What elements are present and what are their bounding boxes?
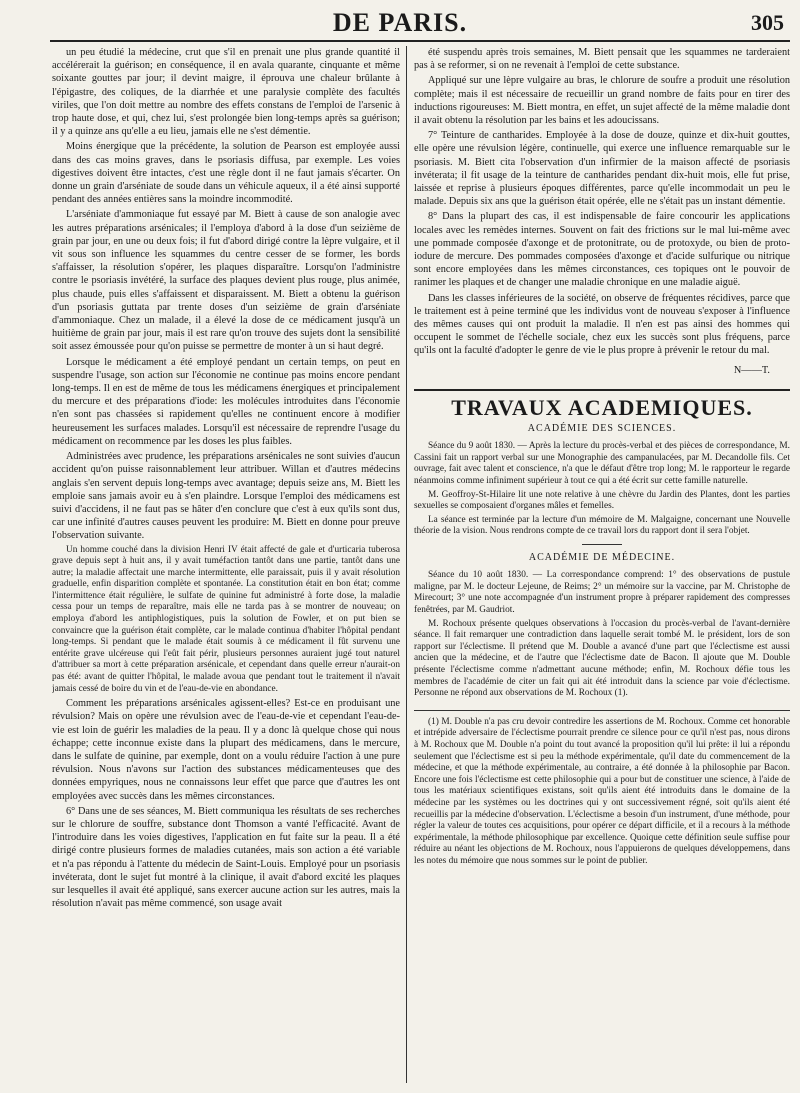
page-header — [0, 0, 800, 40]
session-report: M. Rochoux présente quelques observations à l'occasion du procès-verbal de l'avant-dernière séance. Il fait remarquer une contradiction dans laquelle serait tombé M. le président, lors de son rapport sur l'éclectisme. Il prétend que M. Double a avancé d'une part que l'éclectisme est aussi ancien que la médecine, et de l'autre que l'éclectisme date de Bacon. Il ajoute que M. Double présente l'éclectisme comme n'admettant aucune méthode; enfin, M. Rochoux défie tous les membres de l'académie de citer un fait qui ait été introduit dans la science par voie d'éclectisme. Personne ne répond aux observations de M. Rochoux (1). — [414, 618, 790, 699]
left-column — [52, 46, 400, 1085]
paragraph: L'arséniate d'ammoniaque fut essayé par M. Biett à cause de son analogie avec les autres préparations arsénicales; il l'employa d'abord à la dose d'un seizième de grain par jour, en une ou deux fois; il fut d'abord dirigé contre la lèpre vulgaire, et il vit sous son influence les squammes du centre cesser de se former, les bords s'affaisser, la résolution s'opérer, les plaques disparaître. Lorsqu'on l'administre contre le psoriasis invétéré, la surface des plaques devient plus rouge, plus animée, plus chaude, puis elles s'affaissent et disparaissent. M. Biett a obtenu la guérison d'un psoriasis guttata par trente doses d'un seizième de grain d'arséniate d'ammoniaque. Chez un malade, il a élevé la dose de ce médicament jusqu'à un huitième de grain par jour, mais il est rare qu'on trouve des sujets dont la sensibilité soit assez émoussée pour qu'on puisse se permettre de monter à un si haut degré. — [52, 209, 400, 353]
paragraph: 7° Teinture de cantharides. Employée à la dose de douze, quinze et dix-huit gouttes, elle opère une révulsion légère, continuelle, qui exerce une influence remarquable sur le psoriasis. M. Biett cita l'observation d'un infirmier de la maison affecté de psoriasis invéterata; il fit usage de la teinture de cantharides pendant dix-huit mois, elle fut prise, laissée et reprise à plusieurs époques différentes, parce qu'elle incommodait un peu le malade. Depuis six ans que la guérison était opérée, elle ne s'était pas un instant démentie. — [414, 130, 790, 208]
author-signature: N——T. — [733, 364, 770, 376]
paragraph: 6° Dans une de ses séances, M. Biett communiqua les résultats de ses recherches sur le chlorure de souffre, substance dont Thomson a vanté l'efficacité. Avant de l'introduire dans les voies digestives, l'application en fut faite sur la peau. Il a été dirigé contre plusieurs formes de maladies cutanées, mais son action a été variable et n'a pas répondu à l'attente du médecin de Saint-Louis. Employé pour un psoriasis invéterata, dont le sujet fut montré à la clinique, il avait d'abord excité les plaques sur lesquelles il avait été appliqué, sans exercer aucune action sur les autres, mais la résolution n'avait pas même commencé, son usage avait — [52, 805, 400, 910]
paragraph: 8° Dans la plupart des cas, il est indispensable de faire concourir les applications locales avec les remèdes internes. Souvent on fait des frictions sur le mal lui-même avec une pommade composée d'axonge et de protonitrate, ou de protoxyde, ou bien de proto-iodure de mercure. Des pommades composées d'axonge et d'acide sulfurique ou nitrique sont encore employées dans les mêmes circonstances, ces topiques ont le pouvoir de ranimer les plaques et de changer une maladie chronique en une maladie aiguë. — [414, 211, 790, 289]
paragraph: Lorsque le médicament a été employé pendant un certain temps, on peut en suspendre l'usage, son action sur l'économie ne continue pas moins encore pendant long-temps. Il en est de même de tous les médicamens énergiques et principalement du mercure et des préparations d'iode: les molécules introduites dans l'économie n'en sont pas chassées si rapidement qu'elles ne continuent encore à modifier heureusement les surfaces malades. Lorsqu'il est nécessaire de reprendre l'usage du médicament on recommence par les doses les plus faibles. — [52, 356, 400, 447]
paragraph: Dans les classes inférieures de la société, on observe de fréquentes récidives, parce que le traitement est à peine terminé que les individus vont de nouveau s'exposer à l'influence des mêmes causes qui ont produit la maladie. Il n'en est pas ainsi des hommes qui occupent le sommet de l'échelle sociale, chez eux les succès sont plus fréquens, parce qu'ils ont la faculté d'adopter le genre de vie le plus propre à prévenir le retour du mal. — [414, 292, 790, 357]
section-title: TRAVAUX ACADEMIQUES. — [451, 394, 753, 420]
short-rule — [582, 544, 622, 545]
paragraph: Comment les préparations arsénicales agissent-elles? Est-ce en produisant une révulsion? Mais on opère une révulsion avec de l'eau-de-vie et cependant l'eau-de-vie est loin de guérir les maladies de la peau. Il y a donc là quelque chose qui nous échappe; cette inconnue existe dans la plupart des médicamens, dans le mercure, dans le sulfate de quinine, par exemple, dont on a voulu réduire l'action à une pure révulsion. Nous n'avons sur l'action des substances médicamenteuses que des données empyriques, nous ne connaissons leur effet que parce que d'autres les ont employées avec succès dans les mêmes circonstances. — [52, 698, 400, 802]
academy-heading: ACADÉMIE DE MÉDECINE. — [528, 552, 676, 564]
paragraph: été suspendu après trois semaines, M. Biett pensait que les squammes ne tarderaient pas à se reformer, si on ne revenait à l'emploi de cette substance. — [414, 47, 790, 72]
case-observation: Un homme couché dans la division Henri IV était affecté de gale et d'urticaria tuberosa grave depuis sept à huit ans, il y avait tuméfaction tantôt dans une partie, tantôt dans une autre; la maladie affectait une marche intermittente, elle paraissait, puis il y avait résolution graduelle, enfin disparition complète et spontanée. La constitution était en bon état; comme l'intermittence était régulière, le sulfate de quinine fut administré à forte dose, la maladie cessa pour un temps de reparaître, mais elle ne tarda pas à se montrer de nouveau; on employa d'abord les antiphlogistiques, puis la solution de Fowler, et on put bien se convaincre que la guérison était complète, car le malade continua d'habiter l'hôpital pendant long-temps. Si pendant que le malade était soumis à ce médicament il fût survenu une entérite grave ulcéreuse qui l'eût fait périr, plusieurs personnes auraient jugé tout naturel d'attribuer sa mort à cette préparation arsénicale, et cependant dans quelle erreur n'aurait-on pas été: avant de quitter l'hôpital, le malade avoua que pendant tout le traitement il n'avait jamais cessé de boire du vin et de l'eau-de-vie en abondance. — [52, 544, 400, 694]
paragraph: Appliqué sur une lèpre vulgaire au bras, le chlorure de soufre a produit une résolution complète; mais il est nécessaire de recueillir un grand nombre de faits pour en tirer des inductions rigoureuses: M. Biett montra, en effet, un sujet affecté de la même maladie dont il avait obtenu la résolution par les bains et les adoucissans. — [414, 75, 790, 127]
footnote: (1) M. Double n'a pas cru devoir contredire les assertions de M. Rochoux. Comme cet honorable et intrépide adversaire de l'éclectisme pourrait prendre ce silence pour ce qu'il n'est pas, nous dirons à M. Rochoux que M. Double n'a point du tout avancé la proposition qu'il lui prête: il lui a répondu seulement que l'éclectisme est si peu la méthode expérimentale, qu'il date du commencement de la médecine, et que la méthode expérimentale, au contraire, a été donnée à la philosophie par Bacon. Encore une fois l'éclectisme est cette philosophie qui a pour but de constituer une science, à l'aide de tous les matériaux scientifiques existans, soit qu'ils aient été introduits dans le domaine de la médecine par les systèmes ou les doctrines qui y ont successivement régné, soit qu'ils aient été recueillis par la médecine d'observation. L'éclectisme a besoin d'un instrument, d'une méthode, pour régler la valeur de toutes ces acquisitions, pour opérer ce départ difficile, et il a recours à la méthode expérimentale, la méthode philosophique par excellence. Quoique cette définition seule suffise pour réduire au néant les objections de M. Rochoux, nous l'appuierons de quelques développemens, dans les notes du mémoire que nous sommes sur le point de publier. — [414, 716, 790, 866]
running-title: DE PARIS. — [332, 8, 468, 37]
paragraph: Moins énergique que la précédente, la solution de Pearson est employée aussi dans des cas moins graves, dans le psoriasis diffusa, par exemple. Les voies digestives doivent être intactes, c'est une règle dont il ne faut jamais s'écarter. On donne un grain d'arséniate de soude dans un véhicule aqueux, il a été ainsi supporté pendant des années entières sans la moindre incommodité. — [52, 141, 400, 206]
session-report: M. Geoffroy-St-Hilaire lit une note relative à une chèvre du Jardin des Plantes, dont les parties sexuelles se composaient d'organes mâles et femelles. — [414, 489, 790, 512]
section-separator — [414, 389, 790, 391]
paragraph: un peu étudié la médecine, crut que s'il en prenait une plus grande quantité il accélérerait la guérison; en conséquence, il en avala quarante, cinquante et même soixante gouttes par jour; il devint maigre, il éprouva une chaleur brûlante à l'épigastre, des coliques, de la diarrhée et une paralysie complète des facultés viriles, que l'on doit mettre au nombre des effets constans de l'emploi de l'arsenic à trop haute dose, et qui, chez lui, s'est prolongée bien long-temps après sa guérison; il y a quinze ans qu'elle a eu lieu, jamais elle ne s'est démentie. — [52, 47, 400, 138]
page-number: 305 — [751, 10, 784, 35]
footnote-rule — [414, 710, 790, 711]
session-report: Séance du 9 août 1830. — Après la lecture du procès-verbal et des pièces de correspondance, M. Cassini fait un rapport verbal sur une Monographie des campanulacées, par M. Decandolle fils. Cet ouvrage, fait avec talent et conscience, n'a que le défaut d'être trop long; M. le rapporteur le regarde néanmoins comme infiniment supérieur à tout ce qui a été écrit sur cette famille naturelle. — [414, 441, 790, 487]
column-divider — [406, 46, 407, 1083]
session-report: Séance du 10 août 1830. — La correspondance comprend: 1° des observations de pustule maligne, par M. le docteur Lejeune, de Reims; 2° un mémoire sur la vaccine, par M. Christophe de Mirecourt; 3° une note accompagnée d'un instrument propre à préparer rapidement des compresses fenêtrées, par M. Gaudriot. — [414, 570, 790, 616]
right-column — [414, 46, 790, 1085]
header-rule — [50, 40, 790, 42]
academy-heading: ACADÉMIE DES SCIENCES. — [527, 423, 677, 435]
session-report: La séance est terminée par la lecture d'un mémoire de M. Malgaigne, concernant une Nouvelle théorie de la vision. Nous rendrons compte de ce travail lors du rapport dont il sera l'objet. — [414, 514, 790, 537]
paragraph: Administrées avec prudence, les préparations arsénicales ne sont suivies d'aucun accident qu'on puisse raisonnablement leur attribuer. Willan et d'autres médecins anglais s'en servent depuis long-temps avec avantage; depuis seize ans, M. Biett les emploie sans jamais avoir eu à s'en plaindre. Lorsque l'emploi des médicamens est suivi d'accidens, il ne faut pas se hâter d'en conclure que c'est à eux qu'ils sont dus, car une infinité d'autres causes peuvent les produire: M. Biett en donne pour preuve l'observation suivante. — [52, 451, 400, 542]
